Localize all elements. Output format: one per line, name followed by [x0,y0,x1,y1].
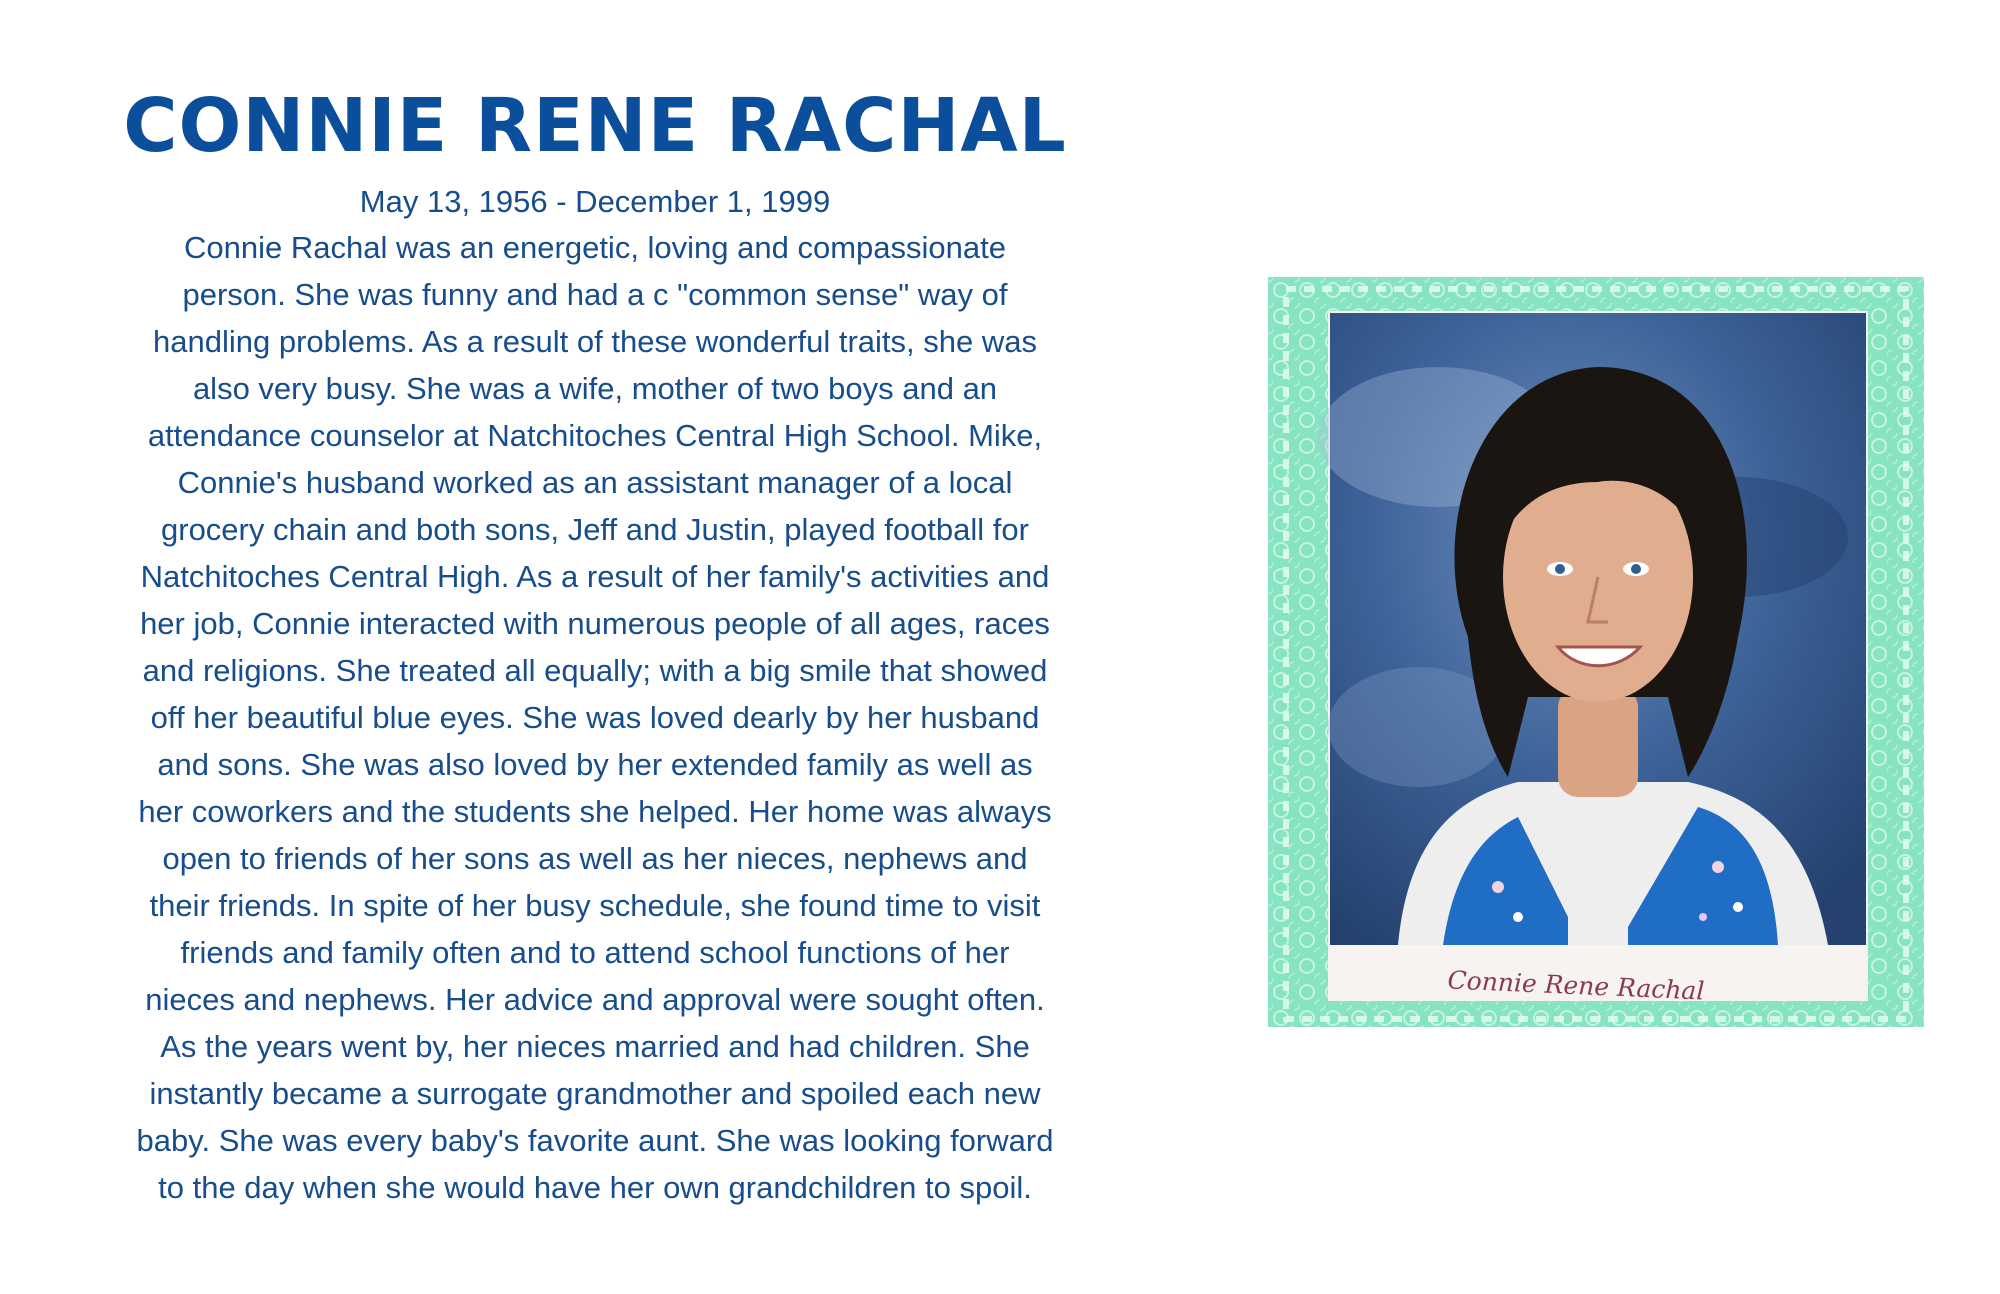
biography-line: Connie Rachal was an energetic, loving and compassionate [184,230,1006,265]
biography-line: and religions. She treated all equally; with a big smile that showed [142,653,1048,688]
biography-line: also very busy. She was a wife, mother of two boys and an [192,371,998,406]
biography-line: attendance counselor at Natchitoches Central High School. Mike, [147,418,1043,453]
biography-line: Connie's husband worked as an assistant manager of a local [177,465,1013,500]
biography-line: handling problems. As a result of these wonderful traits, she was [153,324,1037,359]
biography-line: off her beautiful blue eyes. She was loved dearly by her husband [150,700,1040,735]
biography-line: their friends. In spite of her busy schedule, she found time to visit [149,888,1041,923]
biography-line: grocery chain and both sons, Jeff and Justin, played football for [161,512,1029,547]
biography-line: open to friends of her sons as well as her nieces, nephews and [162,841,1028,876]
biography-line: Natchitoches Central High. As a result of her family's activities and [140,559,1050,594]
biography-line: nieces and nephews. Her advice and approval were sought often. [145,982,1045,1017]
portrait-print [1318,311,1868,1001]
memorial-photo-frame [1268,277,1924,1027]
biography-text [100,224,1090,1211]
biography-line: instantly became a surrogate grandmother and spoiled each new [149,1076,1041,1111]
memorial-name-title: CONNIE RENE RACHAL [123,83,1067,169]
biography-line: to the day when she would have her own grandchildren to spoil. [158,1170,1032,1205]
biography-line: baby. She was every baby's favorite aunt. She was looking forward [136,1123,1054,1158]
memorial-text-column [100,80,1090,1211]
life-dates: May 13, 1956 - December 1, 1999 [359,184,831,219]
biography-line: and sons. She was also loved by her extended family as well as [157,747,1033,782]
biography-line: friends and family often and to attend school functions of her [180,935,1010,970]
photo-caption: Connie Rene Rachal [1447,965,1705,1006]
biography-line: her job, Connie interacted with numerous people of all ages, races [140,606,1050,641]
biography-line: As the years went by, her nieces married and had children. She [160,1029,1030,1064]
biography-line: person. She was funny and had a c "common sense" way of [182,277,1008,312]
memorial-photo [1268,277,1924,1027]
biography-line: her coworkers and the students she helped. Her home was always [138,794,1052,829]
